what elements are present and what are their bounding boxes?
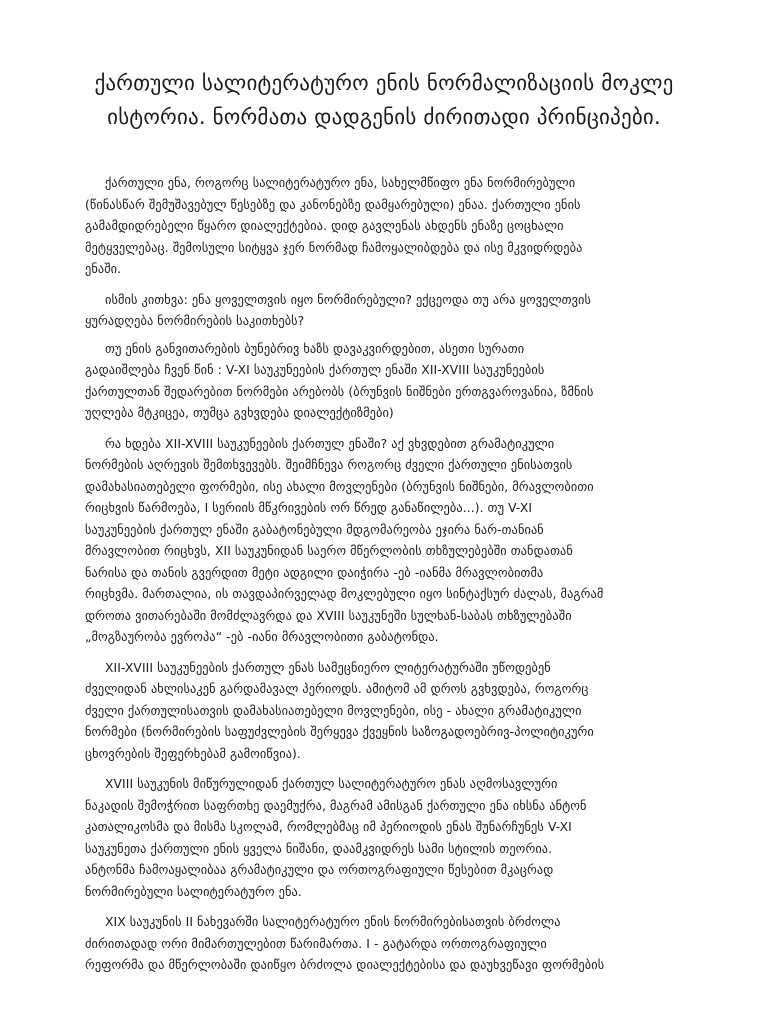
paragraph-line: საუკუნეთა ქართული ენის ყველა ნიშანი, დაამკვიდრეს სამი სტილის თეორია. bbox=[85, 841, 553, 856]
paragraph-line: ისმის კითხვა: ენა ყოველთვის იყო ნორმირებული? ექცეოდა თუ არა ყოველთვის bbox=[105, 292, 592, 307]
document-body bbox=[85, 173, 707, 986]
paragraph-line: დროთა ვითარებაში მომძლავრდა და XVIII საუკუნეში სულხან-საბას თხზულებაში bbox=[85, 608, 572, 623]
paragraph-line: საუკუნეების ქართულ ენაში გაბატონებული მდგომარეობა ეჯირა ნარ-თანიან bbox=[85, 522, 544, 537]
paragraph-line: XVIII საუკუნის მიწურულიდან ქართულ სალიტერატურო ენას აღმოსავლური bbox=[105, 777, 558, 791]
paragraph-line: უღლება მტკიცეა, თუმცა გვხვდება დიალექტიზმები) bbox=[85, 406, 394, 420]
paragraph-line: ძველი ქართულისათვის დამახასიათებელი მოვლენები, ისე - ახალი გრამატიკული bbox=[85, 703, 582, 718]
paragraph-5 bbox=[85, 658, 707, 766]
paragraph-line: კათალიკოსმა და მისმა სკოლამ, რომლებმაც იმ პერიოდის ენას შუნარჩუნეს V-XI bbox=[85, 820, 572, 834]
paragraph-line: ძველიდან ახლისაკენ გარდამავალ პერიოდს. ამიტომ ამ დროს გვხვდება, როგორც bbox=[85, 682, 589, 696]
paragraph-line: რა ხდება XII-XVIII საუკუნეების ქართულ ენაში? აქ ვხვდებით გრამატიკული bbox=[105, 436, 555, 451]
paragraph-line: ქართული ენა, როგორც სალიტერატურო ენა, სახელმწიფო ენა ნორმირებული bbox=[105, 176, 576, 190]
paragraph-line: ძირითადად ორი მიმართულებით წარიმართა. I - გატარდა ორთოგრაფიული bbox=[85, 936, 547, 951]
paragraph-line: გამამდიდრებელი წყარო დიალექტებია. დიდ გავლენას ახდენს ენაზე ცოცხალი bbox=[85, 219, 564, 233]
paragraph-line: თუ ენის განვითარების ბუნებრივ ხაზს დავაკვირდებით, ასეთი სურათი bbox=[105, 341, 525, 356]
paragraph-6 bbox=[85, 774, 707, 903]
document-title: ქართული სალიტერატურო ენის ნორმალიზაციის მოკლე ისტორია. ნორმათა დადგენის ძირითადი პრინციპები. bbox=[94, 71, 674, 129]
paragraph-line: მეტყველებაც. შემოსული სიტყვა ჯერ ნორმად ჩამოყალიბდება და ისე მკვიდრდება bbox=[85, 240, 583, 255]
paragraph-line: ყურადღება ნორმირების საკითხებს? bbox=[85, 314, 305, 328]
paragraph-line: „მოგზაურობა ევროპა“ -ებ -იანი მრავლობითი გაბატონდა. bbox=[85, 630, 439, 644]
paragraph-line: (წინასწარ შემუშავებულ წესებზე და კანონებზე დამყარებული) ენაა. ქართული ენის bbox=[85, 197, 581, 212]
paragraph-2 bbox=[85, 290, 707, 333]
paragraph-line: ნორმების აღრევის შემთხვევებს. შეიმჩნევა როგორც ძველი ქართული ენისათვის bbox=[85, 458, 573, 472]
paragraph-3 bbox=[85, 339, 707, 425]
paragraph-line: ნარისა და თანის გვერდით მეტი ადგილი დაიჭირა -ებ -იანმა მრავლობითმა bbox=[85, 565, 544, 580]
paragraph-line: გადაიშლება ჩვენ წინ : V-XI საუკუნეების ქართულ ენაში XII-XVIII საუკუნეების bbox=[85, 363, 545, 377]
paragraph-line: რიცხვმა. მართალია, ის თავდაპირველად მოკლებული იყო სინტაქსურ ძალას, მაგრამ bbox=[85, 587, 604, 601]
paragraph-line: ქართულთან შედარებით ნორმები არებობს (ბრუნვის ნიშნები ერთგვაროვანია, ზმნის bbox=[85, 384, 594, 399]
paragraph-line: ანტონმა ჩამოაყალიბაა გრამატიკული და ორთოგრაფიული წესებით მკაცრად bbox=[85, 863, 554, 877]
paragraph-line: მრავლობით რიცხვს, XII საუკუნიდან საერო მწერლობის თხზულებებში თანდათან bbox=[85, 544, 573, 558]
paragraph-7 bbox=[85, 912, 707, 977]
paragraph-line: ენაში. bbox=[85, 262, 122, 276]
paragraph-line: ნორმირებული სალიტერატურო ენა. bbox=[85, 884, 302, 899]
paragraph-1 bbox=[85, 173, 707, 281]
paragraph-line: რიცხვის წარმოება, I სერიის მწკრივების ორ წრედ განაწილება...). თუ V-XI bbox=[85, 501, 533, 515]
paragraph-line: ნაკადის შემოჭრით საფრთხე დაემუქრა, მაგრამ ამისგან ქართული ენა იხსნა ანტონ bbox=[85, 798, 587, 813]
paragraph-line: XII-XVIII საუკუნეების ქართულ ენას სამეცნიერო ლიტერატურაში უწოდებენ bbox=[105, 660, 551, 675]
paragraph-line: ცხოვრების შეფერხებამ გამოიწვია). bbox=[85, 746, 301, 761]
paragraph-line: რეფორმა და მწერლობაში დაიწყო ბრძოლა დიალექტებისა და დაუხვეწავი ფორმების bbox=[85, 958, 605, 972]
paragraph-line: XIX საუკუნის II ნახევარში სალიტერატურო ენის ნორმირებისათვის ბრძოლა bbox=[105, 915, 561, 929]
paragraph-4 bbox=[85, 434, 707, 649]
paragraph-line: ნორმები (ნორმირების საფუძვლების შერყევა ქვეყნის საზოგადოებრივ-პოლიტიკური bbox=[85, 725, 594, 739]
paragraph-line: დამახასიათებელი ფორმები, ისე ახალი მოვლენები (ბრუნვის ნიშნები, მრავლობითი bbox=[85, 479, 594, 494]
